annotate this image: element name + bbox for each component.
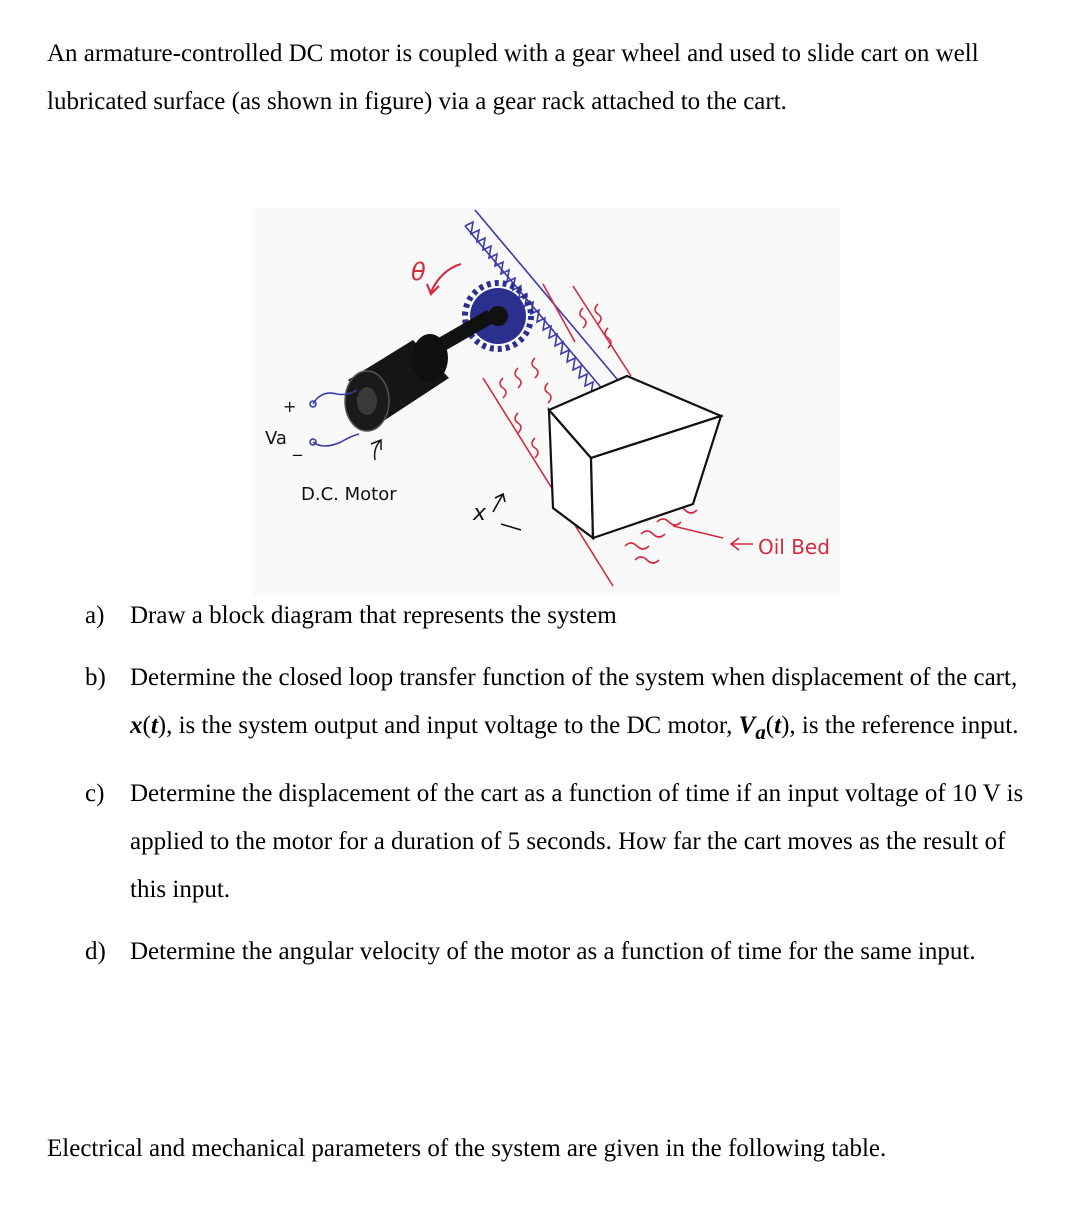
motor-label: D.C. Motor (301, 484, 397, 505)
oil-bed-label: Oil Bed (758, 535, 830, 559)
dc-motor (345, 334, 449, 431)
displacement-arrow (493, 494, 521, 530)
motor-pointer (375, 440, 381, 460)
v-subscript: a (755, 720, 766, 744)
question-text: Determine the displacement of the cart as a function of time if an input voltage of 10 V is applied to the motor for a duration of 5 seconds. How far the cart moves as the result of this input. (130, 780, 1024, 903)
x-argument: (t) (142, 712, 167, 739)
question-marker: a) (85, 602, 105, 629)
question-c (85, 770, 1045, 914)
question-marker: b) (85, 664, 106, 691)
question-d (85, 928, 1045, 976)
intro-paragraph: An armature-controlled DC motor is coupled with a gear wheel and used to slide cart on well lubricated surface (as shown in figure) via a gear rack attached to the cart. (47, 40, 979, 115)
voltage-label: Va (265, 428, 287, 449)
closing-paragraph: Electrical and mechanical parameters of the system are given in the following table. (47, 1135, 887, 1162)
question-b (85, 654, 1045, 756)
displacement-label: x (473, 501, 487, 526)
question-marker: c) (85, 780, 105, 807)
cart (549, 376, 721, 538)
question-text-part: , is the reference input. (789, 712, 1019, 739)
v-argument: (t) (765, 712, 790, 739)
minus-sign: _ (293, 436, 302, 457)
question-text: Determine the angular velocity of the motor as a function of time for the same input. (130, 938, 976, 965)
x-arg: t (150, 712, 158, 739)
question-a (85, 592, 1045, 640)
question-text-part: Determine the closed loop transfer function of the system when displacement of the cart, (130, 664, 1018, 691)
theta-label: θ (411, 258, 426, 286)
question-text-part: , is the system output and input voltage to the DC motor, (166, 712, 739, 739)
v-variable: V (738, 712, 756, 739)
question-text: Draw a block diagram that represents the system (130, 602, 617, 629)
v-arg: t (774, 712, 782, 739)
question-list (85, 592, 1045, 990)
x-variable: x (130, 712, 143, 739)
system-figure (253, 208, 840, 596)
dc-motor-cart-diagram (253, 208, 840, 596)
question-marker: d) (85, 938, 106, 965)
rotation-arrow (427, 264, 461, 294)
plus-sign: + (283, 397, 297, 416)
